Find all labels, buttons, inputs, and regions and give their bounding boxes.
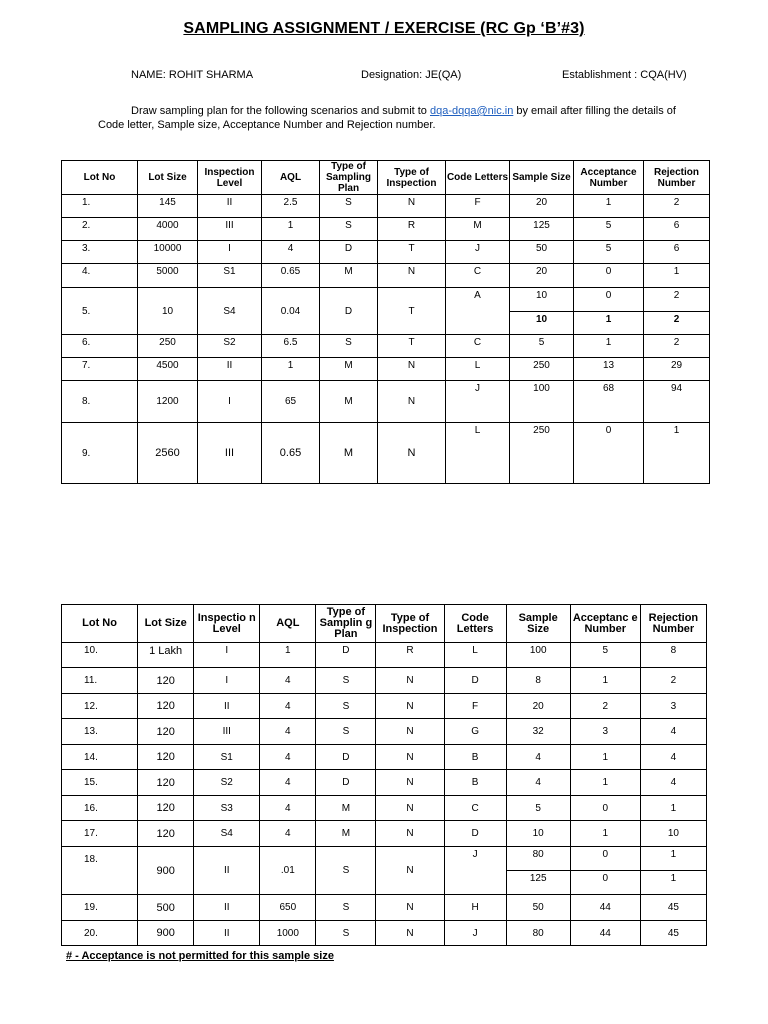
cell: L bbox=[446, 423, 510, 484]
col-header: Type of Samplin g Plan bbox=[316, 605, 376, 643]
cell: 2 bbox=[644, 288, 710, 312]
cell: D bbox=[316, 643, 376, 668]
cell: 1. bbox=[62, 195, 138, 218]
cell: N bbox=[376, 668, 444, 694]
col-header: Lot Size bbox=[138, 605, 194, 643]
cell: 10000 bbox=[138, 241, 198, 264]
col-header: Acceptance Number bbox=[574, 161, 644, 195]
cell: 0 bbox=[570, 796, 640, 821]
table-row bbox=[62, 241, 710, 264]
cell: 10 bbox=[510, 312, 574, 335]
cell: N bbox=[378, 423, 446, 484]
cell: 4 bbox=[260, 770, 316, 796]
name-field: NAME: ROHIT SHARMA bbox=[131, 69, 254, 81]
cell: 10 bbox=[510, 288, 574, 312]
cell: .01 bbox=[260, 847, 316, 895]
cell: 1 bbox=[644, 264, 710, 288]
cell: M bbox=[316, 821, 376, 847]
cell: II bbox=[198, 195, 262, 218]
cell: 19. bbox=[62, 895, 138, 921]
cell: C bbox=[444, 796, 506, 821]
cell: 6.5 bbox=[262, 335, 320, 358]
cell: 4 bbox=[260, 796, 316, 821]
col-header: Sample Size bbox=[510, 161, 574, 195]
cell: M bbox=[320, 264, 378, 288]
sampling-table-2 bbox=[61, 604, 707, 946]
cell: 0 bbox=[574, 288, 644, 312]
cell: S1 bbox=[194, 745, 260, 770]
cell: S bbox=[316, 719, 376, 745]
cell: II bbox=[194, 847, 260, 895]
cell: 2 bbox=[640, 668, 706, 694]
cell: N bbox=[376, 796, 444, 821]
cell: 900 bbox=[138, 921, 194, 946]
cell: L bbox=[444, 643, 506, 668]
cell: 100 bbox=[506, 643, 570, 668]
cell: 4 bbox=[260, 745, 316, 770]
cell: N bbox=[376, 895, 444, 921]
cell: D bbox=[444, 668, 506, 694]
cell: 4 bbox=[260, 821, 316, 847]
table-row bbox=[62, 195, 710, 218]
cell: 13 bbox=[574, 358, 644, 381]
col-header: Inspectio n Level bbox=[194, 605, 260, 643]
cell: II bbox=[194, 895, 260, 921]
cell: 44 bbox=[570, 895, 640, 921]
cell: 17. bbox=[62, 821, 138, 847]
cell: 4. bbox=[62, 264, 138, 288]
cell: 120 bbox=[138, 796, 194, 821]
cell: N bbox=[376, 821, 444, 847]
cell: 10 bbox=[640, 821, 706, 847]
cell: 6. bbox=[62, 335, 138, 358]
cell: 16. bbox=[62, 796, 138, 821]
cell: I bbox=[194, 668, 260, 694]
cell: M bbox=[316, 796, 376, 821]
cell: 125 bbox=[506, 871, 570, 895]
cell: 120 bbox=[138, 668, 194, 694]
cell: 80 bbox=[506, 921, 570, 946]
cell: 1 bbox=[644, 423, 710, 484]
cell: 1 bbox=[640, 847, 706, 871]
cell: 10 bbox=[138, 288, 198, 335]
cell: N bbox=[378, 381, 446, 423]
cell: 4 bbox=[640, 745, 706, 770]
table-row bbox=[62, 643, 707, 668]
cell: 100 bbox=[510, 381, 574, 423]
cell: M bbox=[320, 423, 378, 484]
sampling-table-1 bbox=[61, 160, 710, 484]
cell: T bbox=[378, 335, 446, 358]
cell: T bbox=[378, 241, 446, 264]
cell: 1 bbox=[262, 218, 320, 241]
cell: 68 bbox=[574, 381, 644, 423]
cell: D bbox=[316, 745, 376, 770]
cell: N bbox=[376, 745, 444, 770]
table-row bbox=[62, 921, 707, 946]
cell: S4 bbox=[198, 288, 262, 335]
cell: C bbox=[446, 264, 510, 288]
cell: 2 bbox=[644, 335, 710, 358]
cell: 250 bbox=[138, 335, 198, 358]
cell: 2560 bbox=[138, 423, 198, 484]
cell: 80 bbox=[506, 847, 570, 871]
cell: M bbox=[320, 358, 378, 381]
instructions bbox=[98, 104, 698, 132]
col-header: Rejection Number bbox=[644, 161, 710, 195]
cell: T bbox=[378, 288, 446, 335]
col-header: AQL bbox=[262, 161, 320, 195]
cell: 18. bbox=[62, 847, 138, 895]
cell: 0 bbox=[570, 871, 640, 895]
cell: S4 bbox=[194, 821, 260, 847]
cell: 45 bbox=[640, 921, 706, 946]
table-row bbox=[62, 847, 707, 871]
cell: 5 bbox=[570, 643, 640, 668]
cell: 0 bbox=[574, 264, 644, 288]
cell: 145 bbox=[138, 195, 198, 218]
cell: 20 bbox=[510, 195, 574, 218]
cell: 1 bbox=[260, 643, 316, 668]
cell: 4 bbox=[506, 770, 570, 796]
cell: 4 bbox=[640, 719, 706, 745]
col-header: Lot No bbox=[62, 605, 138, 643]
cell: 32 bbox=[506, 719, 570, 745]
cell: 1 bbox=[262, 358, 320, 381]
cell: S bbox=[316, 921, 376, 946]
designation-field: Designation: JE(QA) bbox=[361, 69, 462, 81]
table-row bbox=[62, 821, 707, 847]
instructions-text: Draw sampling plan for the following scenarios and submit to bbox=[131, 105, 430, 117]
cell: III bbox=[194, 719, 260, 745]
cell: 5 bbox=[510, 335, 574, 358]
cell: S bbox=[316, 847, 376, 895]
cell: 0.04 bbox=[262, 288, 320, 335]
cell: N bbox=[376, 847, 444, 895]
cell: F bbox=[446, 195, 510, 218]
cell: J bbox=[444, 921, 506, 946]
col-header: Type of Inspection bbox=[378, 161, 446, 195]
establishment-field: Establishment : CQA(HV) bbox=[562, 69, 687, 81]
footnote: # - Acceptance is not permitted for this sample size bbox=[66, 950, 334, 962]
cell: 2 bbox=[570, 694, 640, 719]
cell: 2.5 bbox=[262, 195, 320, 218]
cell: 10. bbox=[62, 643, 138, 668]
cell: N bbox=[378, 195, 446, 218]
cell: 5 bbox=[574, 241, 644, 264]
cell: M bbox=[320, 381, 378, 423]
table-row bbox=[62, 694, 707, 719]
cell: F bbox=[444, 694, 506, 719]
cell: D bbox=[444, 821, 506, 847]
table-row bbox=[62, 381, 710, 423]
cell: 120 bbox=[138, 719, 194, 745]
cell: 0 bbox=[574, 423, 644, 484]
cell: S3 bbox=[194, 796, 260, 821]
cell: 29 bbox=[644, 358, 710, 381]
cell: 4500 bbox=[138, 358, 198, 381]
cell: 8 bbox=[506, 668, 570, 694]
cell: 20 bbox=[510, 264, 574, 288]
table-row bbox=[62, 335, 710, 358]
cell: N bbox=[376, 921, 444, 946]
table-row bbox=[62, 745, 707, 770]
cell: I bbox=[198, 241, 262, 264]
cell: 1 bbox=[570, 770, 640, 796]
cell: 5. bbox=[62, 288, 138, 335]
cell: N bbox=[376, 694, 444, 719]
cell: D bbox=[316, 770, 376, 796]
col-header: Code Letters bbox=[446, 161, 510, 195]
cell: 7. bbox=[62, 358, 138, 381]
cell: 4 bbox=[506, 745, 570, 770]
cell: G bbox=[444, 719, 506, 745]
page-title: SAMPLING ASSIGNMENT / EXERCISE (RC Gp ‘B’#3) bbox=[183, 20, 585, 37]
cell: 12. bbox=[62, 694, 138, 719]
cell: 94 bbox=[644, 381, 710, 423]
cell: 120 bbox=[138, 694, 194, 719]
cell: 1 bbox=[640, 796, 706, 821]
cell: 10 bbox=[506, 821, 570, 847]
cell: 1 bbox=[574, 312, 644, 335]
cell: 120 bbox=[138, 745, 194, 770]
col-header: Rejection Number bbox=[640, 605, 706, 643]
cell: 1 bbox=[574, 195, 644, 218]
cell: 8 bbox=[640, 643, 706, 668]
cell: III bbox=[198, 218, 262, 241]
cell: 3 bbox=[640, 694, 706, 719]
cell: S bbox=[320, 195, 378, 218]
cell: 900 bbox=[138, 847, 194, 895]
cell: 1 bbox=[570, 668, 640, 694]
cell: 20 bbox=[506, 694, 570, 719]
cell: 1 bbox=[570, 821, 640, 847]
cell: 5 bbox=[506, 796, 570, 821]
cell: 120 bbox=[138, 821, 194, 847]
col-header: Type of Inspection bbox=[376, 605, 444, 643]
cell: S bbox=[320, 335, 378, 358]
cell: 0.65 bbox=[262, 423, 320, 484]
col-header: Code Letters bbox=[444, 605, 506, 643]
cell: I bbox=[194, 643, 260, 668]
cell: 44 bbox=[570, 921, 640, 946]
cell: 2. bbox=[62, 218, 138, 241]
cell: 1 Lakh bbox=[138, 643, 194, 668]
cell: 1200 bbox=[138, 381, 198, 423]
cell: 5 bbox=[574, 218, 644, 241]
cell: D bbox=[320, 241, 378, 264]
cell: II bbox=[194, 921, 260, 946]
cell: N bbox=[376, 719, 444, 745]
cell: 1 bbox=[570, 745, 640, 770]
table-row bbox=[62, 770, 707, 796]
col-header: Sample Size bbox=[506, 605, 570, 643]
table-row bbox=[62, 796, 707, 821]
cell: II bbox=[194, 694, 260, 719]
table-row bbox=[62, 719, 707, 745]
cell: N bbox=[376, 770, 444, 796]
cell: 15. bbox=[62, 770, 138, 796]
table-row bbox=[62, 264, 710, 288]
cell: S2 bbox=[194, 770, 260, 796]
cell: 6 bbox=[644, 218, 710, 241]
table-header-row bbox=[62, 161, 710, 195]
instructions-line-2: Code letter, Sample size, Acceptance Number and Rejection number. bbox=[98, 119, 436, 131]
cell: 2 bbox=[644, 312, 710, 335]
cell: S bbox=[316, 668, 376, 694]
table-row bbox=[62, 218, 710, 241]
col-header: Lot No bbox=[62, 161, 138, 195]
email-link[interactable]: dqa-dqqa@nic.in bbox=[429, 105, 514, 117]
col-header: Lot Size bbox=[138, 161, 198, 195]
col-header: Inspection Level bbox=[198, 161, 262, 195]
cell: D bbox=[320, 288, 378, 335]
cell: L bbox=[446, 358, 510, 381]
cell: 4 bbox=[640, 770, 706, 796]
cell: I bbox=[198, 381, 262, 423]
cell: 45 bbox=[640, 895, 706, 921]
cell: 20. bbox=[62, 921, 138, 946]
cell: 1000 bbox=[260, 921, 316, 946]
cell: II bbox=[198, 358, 262, 381]
cell: R bbox=[378, 218, 446, 241]
cell: 5000 bbox=[138, 264, 198, 288]
cell: 65 bbox=[262, 381, 320, 423]
cell: 50 bbox=[506, 895, 570, 921]
cell: 0.65 bbox=[262, 264, 320, 288]
cell: 650 bbox=[260, 895, 316, 921]
cell: 120 bbox=[138, 770, 194, 796]
table-row bbox=[62, 668, 707, 694]
cell: A bbox=[446, 288, 510, 335]
cell: 1 bbox=[574, 335, 644, 358]
cell: 3. bbox=[62, 241, 138, 264]
cell: 4000 bbox=[138, 218, 198, 241]
cell: J bbox=[446, 241, 510, 264]
table-row bbox=[62, 358, 710, 381]
cell: 125 bbox=[510, 218, 574, 241]
cell: 250 bbox=[510, 423, 574, 484]
cell: N bbox=[378, 358, 446, 381]
instructions-text-tail: by email after filling the details of bbox=[513, 105, 676, 117]
cell: B bbox=[444, 770, 506, 796]
cell: S2 bbox=[198, 335, 262, 358]
cell: 4 bbox=[260, 694, 316, 719]
cell: B bbox=[444, 745, 506, 770]
table-row bbox=[62, 288, 710, 312]
cell: 50 bbox=[510, 241, 574, 264]
table-header-row bbox=[62, 605, 707, 643]
cell: 1 bbox=[640, 871, 706, 895]
cell: 13. bbox=[62, 719, 138, 745]
cell: R bbox=[376, 643, 444, 668]
cell: 14. bbox=[62, 745, 138, 770]
cell: 4 bbox=[260, 668, 316, 694]
cell: M bbox=[446, 218, 510, 241]
col-header: Type of Sampling Plan bbox=[320, 161, 378, 195]
cell: C bbox=[446, 335, 510, 358]
table-row bbox=[62, 895, 707, 921]
table-row bbox=[62, 423, 710, 484]
cell: J bbox=[444, 847, 506, 895]
cell: III bbox=[198, 423, 262, 484]
cell: J bbox=[446, 381, 510, 423]
cell: S1 bbox=[198, 264, 262, 288]
cell: 3 bbox=[570, 719, 640, 745]
cell: 9. bbox=[62, 423, 138, 484]
cell: 250 bbox=[510, 358, 574, 381]
cell: 6 bbox=[644, 241, 710, 264]
cell: S bbox=[316, 694, 376, 719]
col-header: AQL bbox=[260, 605, 316, 643]
cell: 8. bbox=[62, 381, 138, 423]
cell: 500 bbox=[138, 895, 194, 921]
cell: 11. bbox=[62, 668, 138, 694]
cell: H bbox=[444, 895, 506, 921]
cell: S bbox=[320, 218, 378, 241]
cell: 0 bbox=[570, 847, 640, 871]
cell: 2 bbox=[644, 195, 710, 218]
cell: 4 bbox=[262, 241, 320, 264]
cell: 4 bbox=[260, 719, 316, 745]
cell: S bbox=[316, 895, 376, 921]
cell: N bbox=[378, 264, 446, 288]
col-header: Acceptanc e Number bbox=[570, 605, 640, 643]
